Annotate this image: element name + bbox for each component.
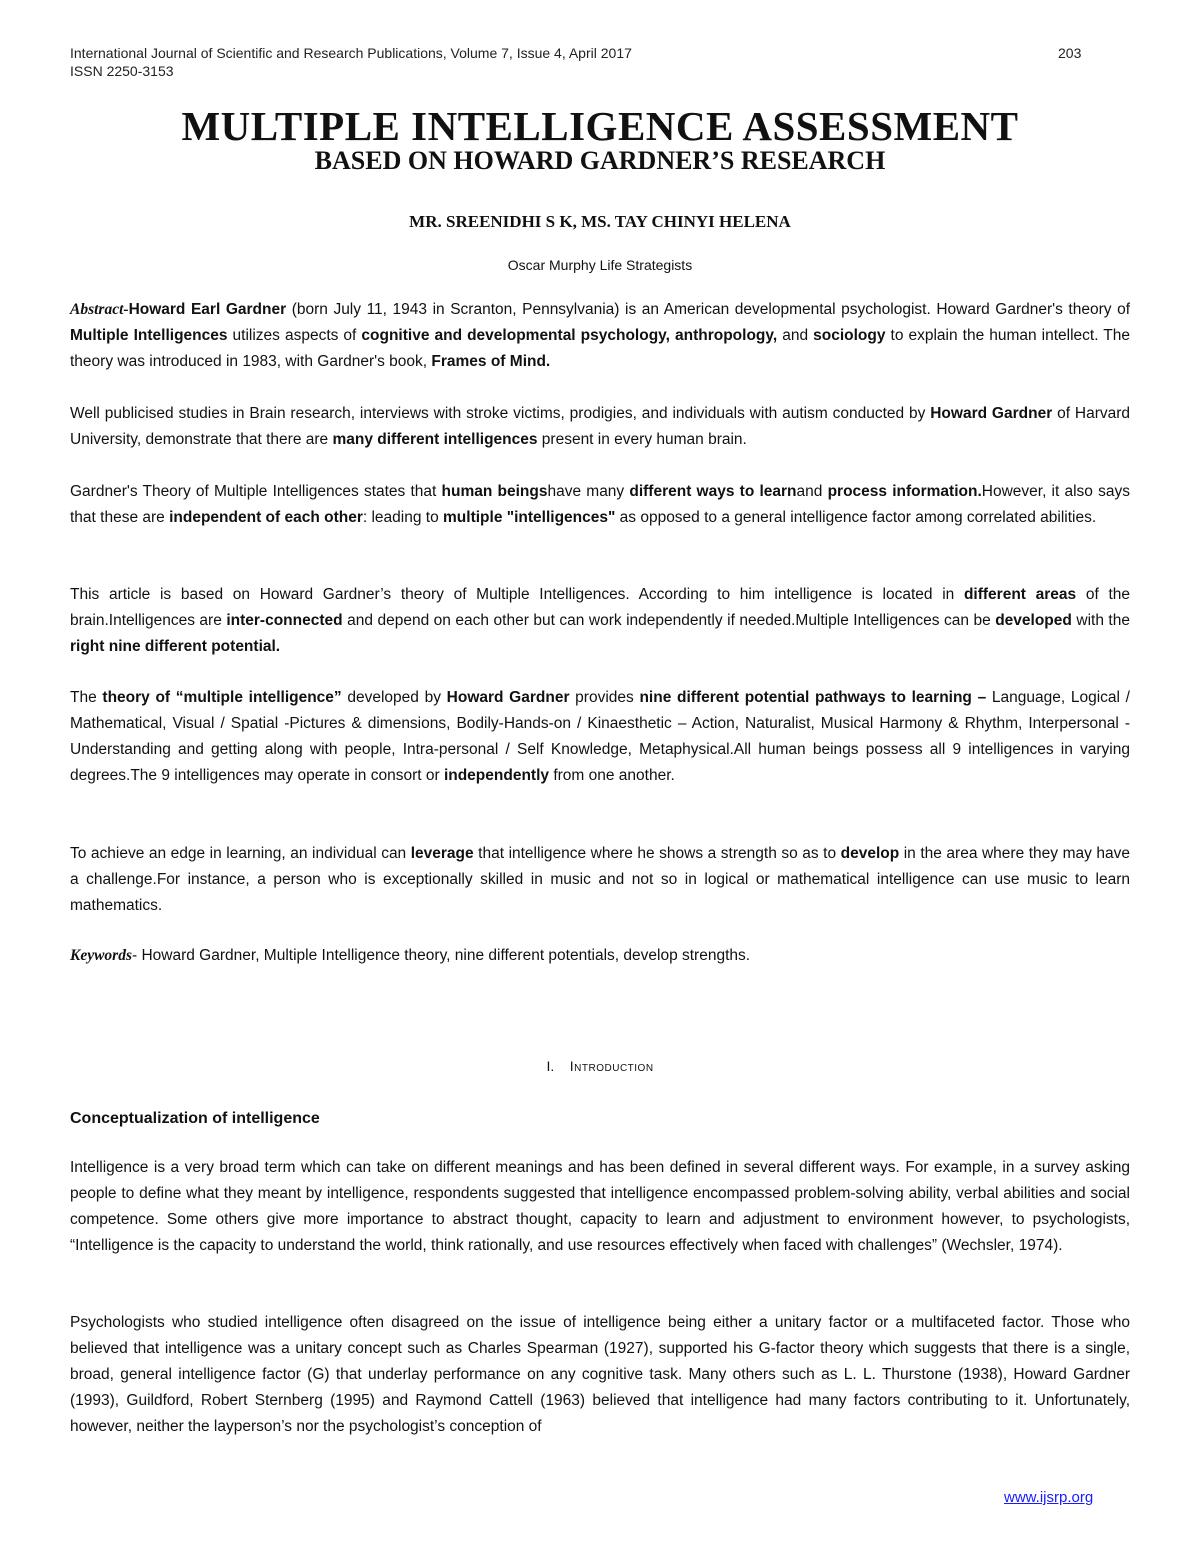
bold-text: develop — [840, 845, 900, 862]
abstract-paragraph-5 — [70, 685, 1130, 789]
issn-header: ISSN 2250-3153 — [70, 63, 174, 79]
keywords-text: - Howard Gardner, Multiple Intelligence theory, nine different potentials, develop strengths. — [132, 947, 751, 964]
page-number: 203 — [1058, 45, 1082, 61]
section-title: Introduction — [569, 1058, 654, 1074]
keywords-paragraph — [70, 943, 1130, 969]
text-run: and — [777, 327, 814, 344]
bold-text: human beings — [441, 483, 548, 500]
section-heading — [0, 1058, 1200, 1074]
subheading: Conceptualization of intelligence — [70, 1110, 320, 1127]
bold-text: Multiple Intelligences — [70, 327, 228, 344]
bold-text: nine different potential pathways to learning – — [639, 689, 987, 706]
text-run: of the brain.Intelligences are — [70, 586, 1130, 629]
text-run: with the — [1071, 612, 1130, 629]
text-run: The — [70, 689, 103, 706]
bold-text: process information. — [827, 483, 982, 500]
keywords-label: Keywords — [70, 947, 132, 964]
text-run: Well publicised studies in Brain research, interviews with stroke victims, prodigies, and individuals with autism conducted by — [70, 405, 931, 422]
bold-text: Frames of Mind. — [431, 353, 551, 370]
bold-text: cognitive and developmental psychology, anthropology, — [361, 327, 778, 344]
text-run: have many — [547, 483, 630, 500]
text-run: in the area where they may have a challenge.For instance, a person who is exceptionally skilled in music and not so in logical or mathematical intelligence can use music to learn mathematics. — [70, 845, 1130, 914]
footer-link[interactable]: www.ijsrp.org — [1004, 1489, 1094, 1506]
bold-text: many different intelligences — [332, 431, 538, 448]
text-run: utilizes aspects of — [227, 327, 362, 344]
bold-text: sociology — [813, 327, 886, 344]
bold-text: independent of each other — [169, 509, 363, 526]
abstract-paragraph-1 — [70, 297, 1130, 375]
bold-text: different ways to learn — [629, 483, 797, 500]
abstract-paragraph-2 — [70, 401, 1130, 453]
text-run: Language, Logical / Mathematical, Visual / Spatial -Pictures & dimensions, Bodily-Hands-on / Kinaesthetic – Action, Naturalist, Musical Harmony & Rhythm, Interpersonal - Understanding and getting along with people, Intra-personal / Self Knowledge, Metaphysical.All human beings possess all 9 intelligences in varying degrees.The 9 intelligences may operate in consort or — [70, 689, 1130, 784]
text-run: This article is based on Howard Gardner’s theory of Multiple Intelligences. According to him intelligence is located in — [70, 586, 964, 603]
text-run: (born July 11, 1943 in Scranton, Pennsylvania) is an American developmental psychologist. Howard Gardner's theory of — [286, 301, 1130, 318]
bold-text: independently — [443, 767, 550, 784]
paper-title: MULTIPLE INTELLIGENCE ASSESSMENT — [181, 103, 1019, 149]
text-run: : leading to — [362, 509, 444, 526]
text-run: To achieve an edge in learning, an individual can — [70, 845, 411, 862]
abstract-paragraph-6 — [70, 841, 1130, 919]
section-number: I. — [546, 1058, 555, 1074]
bold-text: Howard Gardner — [930, 405, 1053, 422]
bold-text: multiple "intelligences" — [443, 509, 616, 526]
journal-header: International Journal of Scientific and Research Publications, Volume 7, Issue 4, April 2017 — [70, 45, 632, 61]
authors: MR. SREENIDHI S K, MS. TAY CHINYI HELENA — [409, 212, 791, 231]
text-run: of Harvard University, demonstrate that there are — [70, 405, 1131, 448]
paper-subtitle: BASED ON HOWARD GARDNER’S RESEARCH — [314, 146, 886, 175]
body-paragraph-1: Intelligence is a very broad term which can take on different meanings and has been defined in several different ways. For example, in a survey asking people to define what they meant by intelligence, respondents suggested that intelligence encompassed problem-solving ability, verbal abilities and social competence. Some others give more importance to abstract thought, capacity to learn and adjustment to environment however, to psychologists, “Intelligence is the capacity to understand the world, think rationally, and use resources effectively when faced with challenges” (Wechsler, 1974). — [70, 1159, 1130, 1254]
text-run: However, it also says that these are — [70, 483, 1130, 526]
text-run: developed by — [341, 689, 447, 706]
bold-text: Howard Gardner — [446, 689, 570, 706]
text-run: from one another. — [549, 767, 675, 784]
text-run: present in every human brain. — [537, 431, 747, 448]
bold-text: theory of “multiple intelligence” — [102, 689, 342, 706]
abstract-p1-text — [70, 301, 1130, 370]
text-run: Gardner's Theory of Multiple Intelligences states that — [70, 483, 442, 500]
text-run: that intelligence where he shows a strength so as to — [473, 845, 841, 862]
bold-text: different areas — [963, 586, 1077, 603]
text-run: and — [796, 483, 828, 500]
text-run: and depend on each other but can work independently if needed.Multiple Intelligences can be — [342, 612, 996, 629]
abstract-paragraph-3 — [70, 479, 1130, 531]
abstract-label: Abstract- — [70, 301, 129, 318]
bold-text: developed — [995, 612, 1072, 629]
bold-text: leverage — [410, 845, 474, 862]
affiliation: Oscar Murphy Life Strategists — [507, 257, 693, 273]
text-run: as opposed to a general intelligence factor among correlated abilities. — [615, 509, 1097, 526]
text-run: provides — [569, 689, 640, 706]
bold-text: inter-connected — [226, 612, 343, 629]
text-run: to explain the human intellect. The theory was introduced in 1983, with Gardner's book, — [70, 327, 1131, 370]
abstract-paragraph-4 — [70, 582, 1130, 660]
bold-text: Howard Earl Gardner — [128, 301, 287, 318]
bold-text: right nine different potential. — [70, 638, 281, 655]
body-paragraph-2: Psychologists who studied intelligence often disagreed on the issue of intelligence being either a unitary factor or a multifaceted factor. Those who believed that intelligence was a unitary concept such as Charles Spearman (1927), supported his G-factor theory which suggests that there is a single, broad, general intelligence factor (G) that underlay performance on any cognitive task. Many others such as L. L. Thurstone (1938), Howard Gardner (1993), Guildford, Robert Sternberg (1995) and Raymond Cattell (1963) believed that intelligence had many factors contributing to it. Unfortunately, however, neither the layperson’s nor the psychologist’s conception of — [70, 1314, 1130, 1435]
